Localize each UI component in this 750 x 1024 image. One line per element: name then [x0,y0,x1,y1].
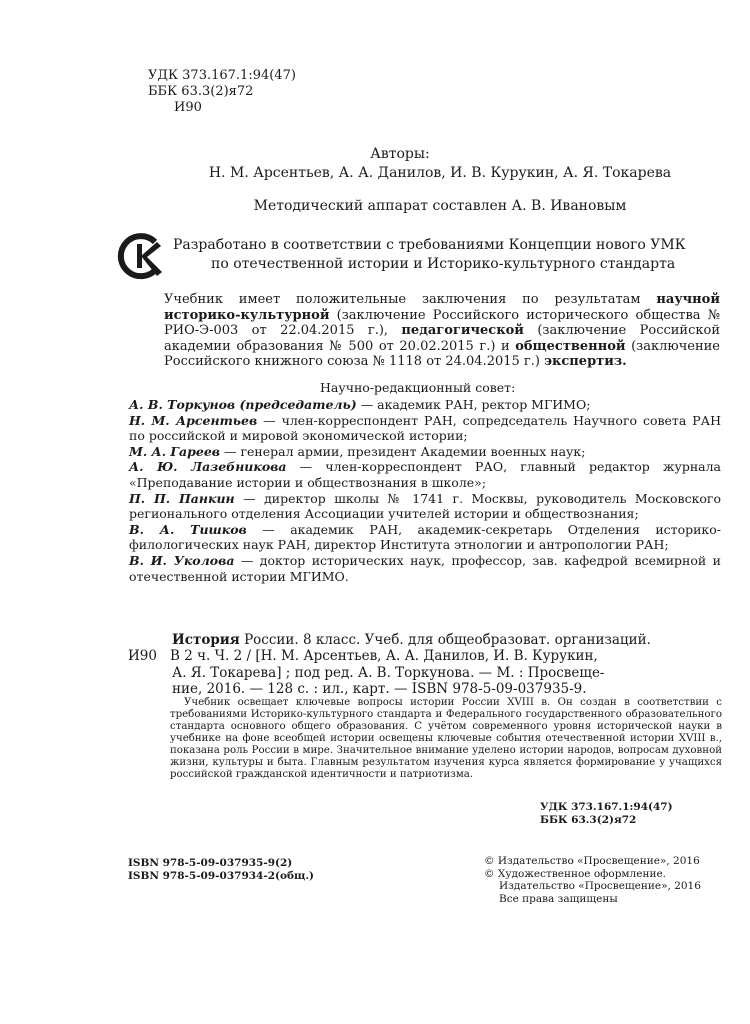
authors-list: Н. М. Арсентьев, А. А. Данилов, И. В. Курукин, А. Я. Токарева [208,165,672,181]
authors-label: Авторы: [370,146,430,162]
umk-statement [173,236,713,274]
author-mark: И90 [174,100,202,115]
classification-codes [148,68,296,116]
council-member [129,491,721,522]
biblio-line-1 [128,632,720,648]
biblio-title: История [172,632,240,648]
council-member [129,397,721,413]
abstract-text: Учебник освещает ключевые вопросы истории России XVIII в. Он создан в соответствии с требованиями Историко-культурного стандарта и Федерального государственного образовательного стандарта основного общего образования. С учётом современного уровня исторической науки в учебнике на фоне всеобщей истории освещены ключевые события отечественной истории XVIII в., показана роль России в мире. Значительное внимание уделено истории народов, вопросам духовной жизни, культуры и быта. Главным результатом изучения курса является формирование у учащихся российской гражданской идентичности и патриотизма. [170,697,722,780]
member-desc: — академик РАН, ректор МГИМО; [356,397,591,412]
member-name: В. А. Тишков [129,521,247,537]
methodology-credit: Методический аппарат составлен А. В. Ивановым [253,198,627,214]
biblio-text-2: В 2 ч. Ч. 2 / [Н. М. Арсентьев, А. А. Данилов, И. В. Курукин, [170,648,598,665]
copyright-line-2: © Художественное оформление. [484,867,667,880]
biblio-line-3: А. Я. Токарева] ; под ред. А. В. Торкунова. — М. : Просвеще- [172,664,605,681]
copyright-line-1: © Издательство «Просвещение», 2016 [484,855,700,867]
biblio-line-2 [128,648,720,664]
member-desc: — генерал армии, президент Академии военных наук; [220,443,586,459]
copyright-block [484,855,701,905]
council-member [129,459,721,490]
abstract [170,697,722,781]
council-list [129,397,721,584]
expert-text-2: (заключение Российского исторического общества № РИО-Э-003 от 22.04.2015 г.), [164,307,720,338]
expert-bold-4: экспертиз. [544,354,627,369]
umk-line-2: по отечественной истории и Историко-культурного стандарта [211,256,676,272]
member-name: А. Ю. Лазебникова [129,459,287,475]
isbn-block [128,857,314,883]
biblio-line-4: ние, 2016. — 128 с. : ил., карт. — ISBN 978-5-09-037935-9. [172,680,587,697]
udk-code: УДК 373.167.1:94(47) [148,68,296,83]
member-name: Н. М. Арсентьев [129,412,258,428]
expert-text-1: Учебник имеет положительные заключения по результатам [164,292,657,307]
council-member [129,522,721,553]
member-name: А. В. Торкунов (председатель) [129,397,357,412]
member-desc: — член-корреспондент РАО, главный редактор журнала «Преподавание истории и обществознания в школе»; [129,459,721,490]
umk-line-1: Разработано в соответствии с требованиями Концепции нового УМК [173,237,686,253]
isbn-line-1: ISBN 978-5-09-037935-9(2) [128,857,293,869]
expert-bold-3: общественной [515,338,626,354]
isbn-line-2: ISBN 978-5-09-037934-2(общ.) [128,870,314,882]
expert-text-3: (заключение Российской академии образования № 500 от 20.02.2015 г.) и [164,323,720,354]
council-member [129,553,721,584]
bibliographic-record [128,632,720,697]
expertise-paragraph [164,292,720,370]
member-name: М. А. Гареев [129,443,221,459]
council-member [129,413,721,444]
member-desc: — академик РАН, академик-секретарь Отделения историко-филологических наук РАН, директор Института этнологии и антропологии РАН; [129,521,721,553]
copyright-line-4: Все права защищены [499,892,618,905]
bbk-code: ББК 63.3(2)я72 [148,84,254,99]
council-title: Научно-редакционный совет: [320,380,516,395]
biblio-text-1: России. 8 класс. Учеб. для общеобразоват. организаций. [239,632,651,648]
classification-codes-2 [540,801,673,826]
expert-text-4: (заключение Российского книжного союза № 1118 от 24.04.2015 г.) [164,338,721,369]
member-desc: — директор школы № 1741 г. Москвы, руководитель Московского регионального отделения Ассоциации учителей истории и обществознания; [129,490,721,522]
member-desc: — доктор исторических наук, профессор, зав. кафедрой всемирной и отечественной истории МГИМО. [129,552,721,584]
udk-code-2: УДК 373.167.1:94(47) [540,801,673,813]
expert-bold-2: педагогической [401,323,524,338]
copyright-line-3: Издательство «Просвещение», 2016 [499,880,701,892]
member-name: В. И. Уколова [129,552,235,568]
biblio-index: И90 [128,648,157,665]
umk-logo-icon [117,232,165,280]
council-member [129,444,721,460]
member-name: П. П. Панкин [129,490,235,506]
expert-bold-1: научной историко-культурной [164,292,720,323]
bbk-code-2: ББК 63.3(2)я72 [540,813,637,826]
member-desc: — член-корреспондент РАН, сопредседатель Научного совета РАН по российской и мировой экономической истории; [129,412,722,444]
